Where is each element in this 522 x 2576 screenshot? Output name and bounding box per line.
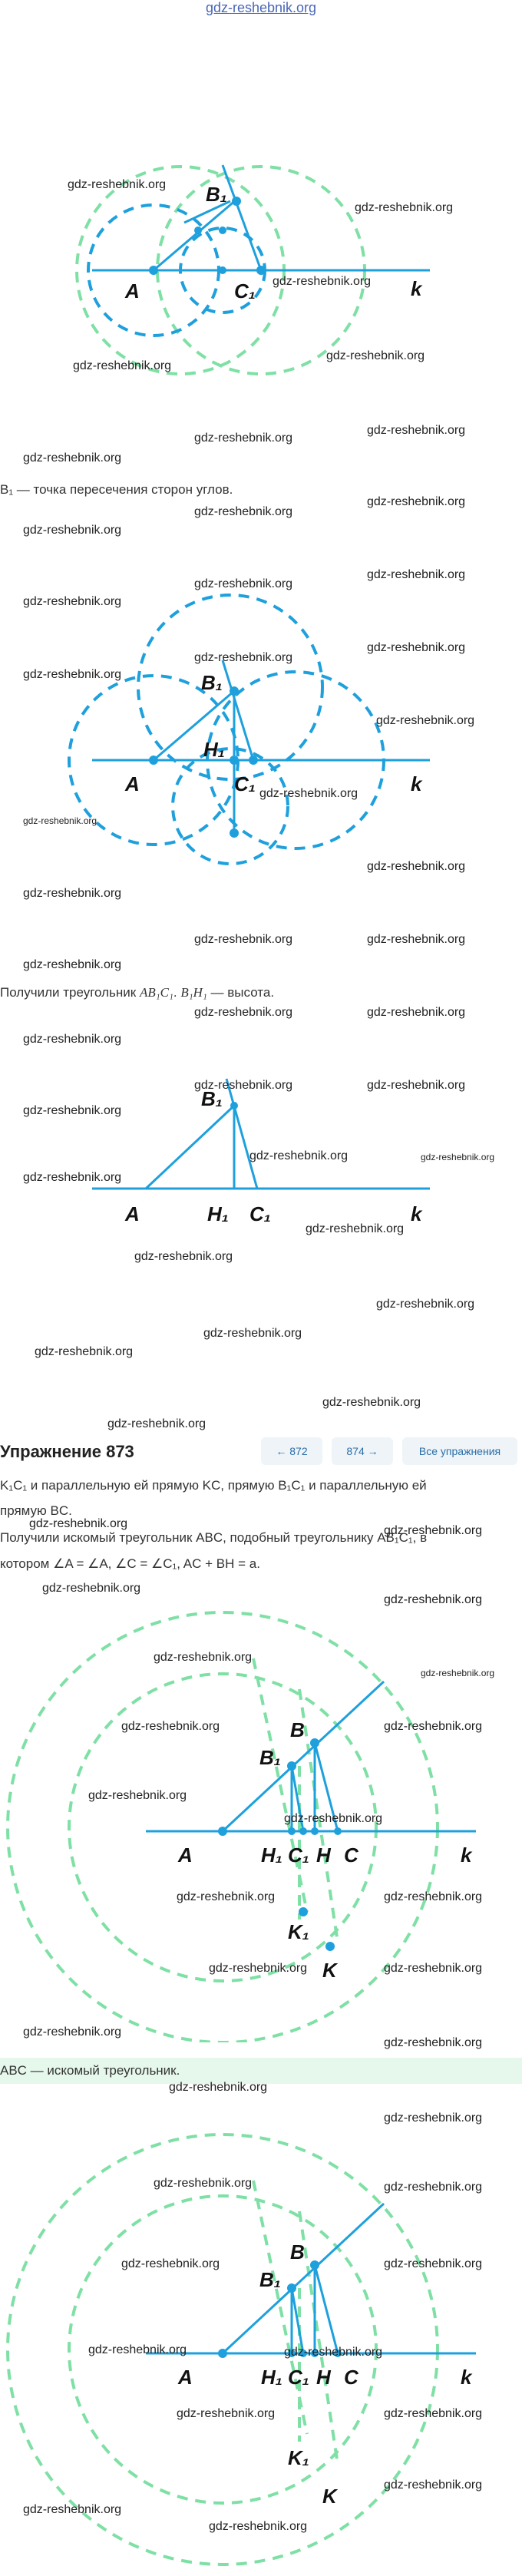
p2-text-b: . [173,985,181,1000]
fig2-label-b1: B₁ [201,671,223,694]
fig4-point-h1 [288,1827,296,1835]
watermark: gdz-reshebnik.org [367,495,466,508]
paragraph-answer: ABC — искомый треугольник. [0,2063,180,2078]
watermark: gdz-reshebnik.org [23,2503,122,2516]
watermark: gdz-reshebnik.org [23,595,122,608]
fig5-label-b1: B₁ [259,2268,281,2291]
fig1-label-k: k [411,277,422,300]
fig4-label-b1: B₁ [259,1746,281,1769]
fig4-label-c: C [344,1844,358,1867]
fig1-point-c1 [256,266,266,275]
watermark: gdz-reshebnik.org [384,1962,483,1975]
fig2-label-a: A [125,772,140,795]
paragraph-triangle-ab1c1 [0,985,274,1000]
paragraph-k1c1-line1: K₁C₁ и параллельную ей прямую KC, прямую B₁C₁ и параллельную ей [0,1478,427,1493]
fig5-label-h: H [316,2366,331,2389]
watermark: gdz-reshebnik.org [107,1417,206,1430]
watermark: gdz-reshebnik.org [194,432,293,445]
fig5-label-a: A [178,2366,193,2389]
paragraph-b1-intersection: B₁ — точка пересечения сторон углов. [0,482,233,497]
fig4-point-a [218,1827,227,1836]
fig4-label-b: B [290,1718,305,1741]
all-exercises-button[interactable]: Все упражнения [402,1437,517,1465]
prev-exercise-button[interactable]: ← 872 [261,1437,322,1465]
watermark: gdz-reshebnik.org [121,2257,220,2270]
fig2-label-k: k [411,772,422,795]
fig4-point-b1 [287,1761,296,1771]
watermark: gdz-reshebnik.org [384,1593,483,1606]
watermark: gdz-reshebnik.org [169,2081,268,2094]
watermark: gdz-reshebnik.org [23,451,122,465]
watermark: gdz-reshebnik.org [23,1033,122,1046]
fig4-label-a: A [178,1844,193,1867]
fig5-line-diag-2 [299,2211,338,2465]
figure-2 [0,591,522,883]
watermark: gdz-reshebnik.org [23,815,97,826]
paragraph-abc-line1: Получили искомый треугольник ABC, подобный треугольнику AB₁C₁, в [0,1530,428,1545]
fig1-point-1 [219,227,226,234]
fig5-label-k: k [461,2366,472,2389]
fig5-label-k1: K₁ [288,2446,309,2469]
watermark: gdz-reshebnik.org [194,1006,293,1019]
fig3-line-ab1 [146,1106,234,1189]
watermark: gdz-reshebnik.org [384,2036,483,2049]
watermark: gdz-reshebnik.org [384,2111,483,2125]
fig1-point-3 [219,266,226,274]
watermark: gdz-reshebnik.org [284,2346,383,2359]
paragraph-k1c1-line2: прямую BC. [0,1503,72,1518]
watermark: gdz-reshebnik.org [29,1517,128,1530]
watermark: gdz-reshebnik.org [384,2257,483,2270]
watermark: gdz-reshebnik.org [23,2025,122,2039]
watermark: gdz-reshebnik.org [194,505,293,518]
watermark: gdz-reshebnik.org [322,1396,421,1409]
watermark: gdz-reshebnik.org [209,1962,308,1975]
watermark: gdz-reshebnik.org [273,275,372,288]
watermark: gdz-reshebnik.org [367,641,466,654]
fig2-point-bottom [230,828,239,838]
watermark: gdz-reshebnik.org [88,2343,187,2356]
fig4-point-k [325,1942,335,1951]
watermark: gdz-reshebnik.org [73,359,172,372]
fig5-label-c: C [344,2366,358,2389]
watermark: gdz-reshebnik.org [194,577,293,590]
watermark: gdz-reshebnik.org [121,1720,220,1733]
watermark: gdz-reshebnik.org [177,1890,276,1903]
watermark: gdz-reshebnik.org [194,651,293,664]
watermark: gdz-reshebnik.org [367,860,466,873]
p2-text-c: — высота. [206,985,275,1000]
fig5-label-b: B [290,2240,305,2264]
watermark: gdz-reshebnik.org [421,1668,495,1678]
watermark: gdz-reshebnik.org [367,424,466,437]
fig5-point-b1 [287,2283,296,2293]
watermark: gdz-reshebnik.org [367,1006,466,1019]
fig4-label-k: k [461,1844,472,1867]
watermark: gdz-reshebnik.org [23,524,122,537]
fig1-point-b1 [232,197,241,206]
fig2-label-c1: C₁ [234,772,256,795]
fig2-point-a [149,756,158,765]
p2-text-a: Получили треугольник [0,985,140,1000]
watermark: gdz-reshebnik.org [203,1327,302,1340]
site-title[interactable]: gdz-reshebnik.org [205,0,317,15]
watermark: gdz-reshebnik.org [367,1079,466,1092]
fig2-line-b1c1 [223,660,253,760]
fig4-label-h1: H₁ [261,1844,282,1867]
watermark: gdz-reshebnik.org [194,1079,293,1092]
fig5-point-b [310,2260,319,2270]
watermark: gdz-reshebnik.org [42,1582,141,1595]
fig3-line-b1c1 [226,1079,257,1189]
fig5-label-kk: K [322,2485,337,2508]
fig2-point-c1 [249,756,258,765]
watermark: gdz-reshebnik.org [421,1152,495,1162]
fig4-point-c [334,1827,342,1835]
fig1-label-c1: C₁ [234,279,256,303]
watermark: gdz-reshebnik.org [384,2407,483,2420]
p2-math-b1h1: B₁H₁ [180,985,207,1000]
watermark: gdz-reshebnik.org [134,1250,233,1263]
p2-math-ab1c1: AB₁C₁ [139,985,173,1000]
watermark: gdz-reshebnik.org [154,2177,253,2190]
fig5-label-c1: C₁ [288,2366,309,2389]
watermark: gdz-reshebnik.org [326,349,425,362]
watermark: gdz-reshebnik.org [177,2407,276,2420]
watermark: gdz-reshebnik.org [249,1149,349,1162]
fig5-point-a [218,2349,227,2358]
paragraph-abc-line2: котором ∠A = ∠A, ∠C = ∠C₁, AC + BH = a. [0,1556,260,1571]
fig4-label-h: H [316,1844,331,1867]
fig4-point-c1 [299,1827,307,1835]
watermark: gdz-reshebnik.org [355,201,454,214]
fig4-point-k1 [299,1907,308,1916]
fig3-label-h1: H₁ [207,1202,229,1225]
watermark: gdz-reshebnik.org [376,714,475,727]
fig3-label-k: k [411,1202,422,1225]
fig2-point-b1 [230,686,239,696]
fig3-point-b1 [230,1102,238,1109]
watermark: gdz-reshebnik.org [23,668,122,681]
watermark: gdz-reshebnik.org [23,958,122,971]
watermark: gdz-reshebnik.org [306,1222,405,1235]
watermark: gdz-reshebnik.org [376,1298,475,1311]
fig4-label-k1: K₁ [288,1920,309,1943]
fig3-label-c1: C₁ [249,1202,271,1225]
watermark: gdz-reshebnik.org [284,1812,383,1825]
fig4-point-b [310,1738,319,1748]
watermark: gdz-reshebnik.org [68,178,167,191]
watermark: gdz-reshebnik.org [35,1345,134,1358]
fig4-label-kk: K [322,1959,337,1982]
fig5-label-h1: H₁ [261,2366,282,2389]
watermark: gdz-reshebnik.org [154,1651,253,1664]
figure-3 [0,1037,522,1236]
fig1-line-b1c1 [223,165,261,270]
watermark: gdz-reshebnik.org [384,1720,483,1733]
fig5-line-b1c1 [292,2288,303,2353]
watermark: gdz-reshebnik.org [23,887,122,900]
fig4-point-h [311,1827,319,1835]
fig4-label-c1: C₁ [288,1844,309,1867]
watermark: gdz-reshebnik.org [384,2478,483,2492]
watermark: gdz-reshebnik.org [209,2520,308,2533]
watermark: gdz-reshebnik.org [88,1789,187,1802]
fig1-point-a [149,266,158,275]
fig2-point-h1 [230,756,239,765]
watermark: gdz-reshebnik.org [384,1524,483,1537]
watermark: gdz-reshebnik.org [384,1890,483,1903]
exercise-title: Упражнение 873 [0,1442,134,1461]
fig2-label-h1: H₁ [203,738,225,761]
fig2-circle-bottom [173,749,288,864]
fig1-label-b1: B₁ [206,183,227,206]
watermark: gdz-reshebnik.org [194,933,293,946]
watermark: gdz-reshebnik.org [384,2181,483,2194]
watermark: gdz-reshebnik.org [23,1171,122,1184]
fig1-label-a: A [125,279,140,303]
watermark: gdz-reshebnik.org [367,933,466,946]
fig1-line-ab1 [154,200,236,270]
fig3-label-a: A [125,1202,140,1225]
watermark: gdz-reshebnik.org [259,787,358,800]
fig1-point-2 [194,227,202,234]
fig3-label-b1: B₁ [201,1087,223,1110]
watermark: gdz-reshebnik.org [367,568,466,581]
next-exercise-button[interactable]: 874 → [332,1437,393,1465]
watermark: gdz-reshebnik.org [23,1104,122,1117]
